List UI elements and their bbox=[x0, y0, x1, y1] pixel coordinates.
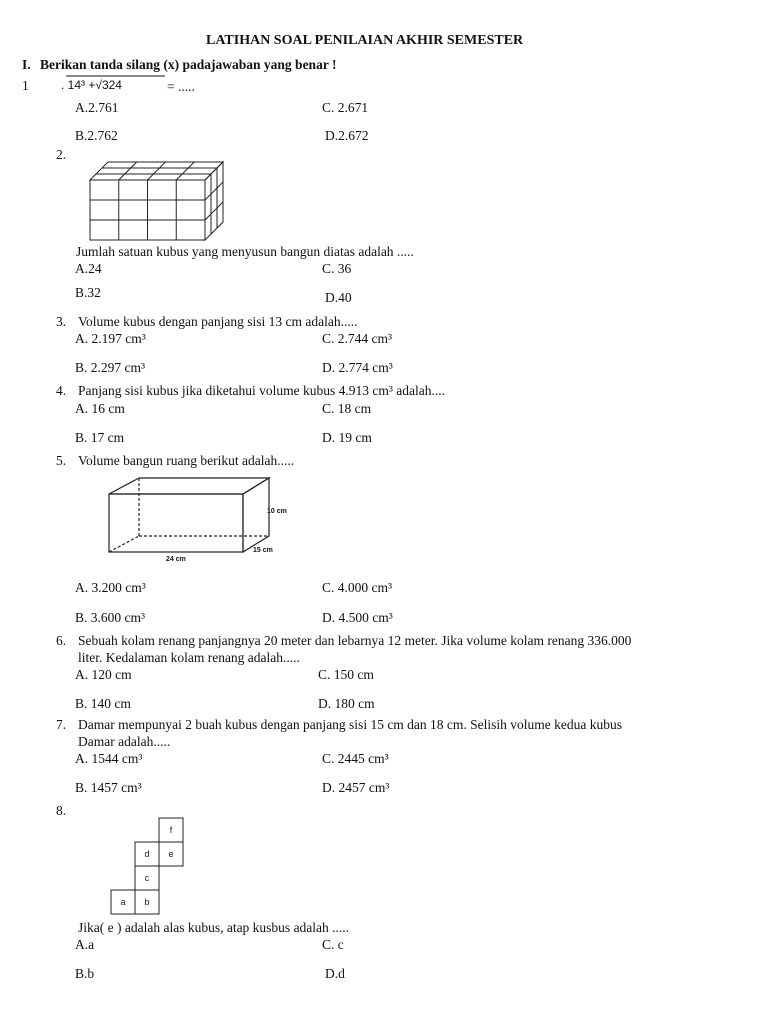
net-face-b: b bbox=[144, 897, 150, 907]
question-7-option-c: C. 2445 cm³ bbox=[322, 751, 389, 766]
question-4-text: Panjang sisi kubus jika diketahui volume kubus 4.913 cm³ adalah.... bbox=[78, 383, 445, 398]
question-5-number: 5. bbox=[56, 453, 67, 468]
question-6-number: 6. bbox=[56, 633, 67, 648]
question-8-cube-net bbox=[108, 816, 198, 916]
question-2-cube-figure bbox=[88, 160, 218, 250]
question-2-text: Jumlah satuan kubus yang menyusun bangun diatas adalah ..... bbox=[76, 244, 414, 259]
question-8-option-a: A.a bbox=[75, 937, 95, 952]
question-1-number: 1 bbox=[22, 78, 29, 93]
question-3-option-d: D. 2.774 cm³ bbox=[322, 360, 393, 375]
question-3-text: Volume kubus dengan panjang sisi 13 cm adalah..... bbox=[78, 314, 358, 329]
question-5-option-c: C. 4.000 cm³ bbox=[322, 580, 393, 595]
question-1-option-a: A.2.761 bbox=[75, 100, 119, 115]
net-face-d: d bbox=[144, 849, 150, 859]
question-1-prefix: . 14³ + bbox=[61, 78, 96, 92]
question-8-number: 8. bbox=[56, 803, 67, 818]
question-8-option-c: C. c bbox=[322, 937, 344, 952]
question-3-option-b: B. 2.297 cm³ bbox=[75, 360, 146, 375]
question-1-suffix: = ..... bbox=[167, 79, 195, 94]
net-face-c: c bbox=[144, 873, 150, 883]
question-5-length-label: 24 cm bbox=[166, 556, 186, 563]
question-7-number: 7. bbox=[56, 717, 67, 732]
net-face-f: f bbox=[169, 825, 173, 835]
question-6-option-d: D. 180 cm bbox=[318, 696, 375, 711]
question-5-option-b: B. 3.600 cm³ bbox=[75, 610, 146, 625]
question-4-number: 4. bbox=[56, 383, 67, 398]
question-3-number: 3. bbox=[56, 314, 67, 329]
question-2-option-d: D.40 bbox=[325, 290, 352, 305]
question-5-option-d: D. 4.500 cm³ bbox=[322, 610, 393, 625]
question-6-text-line1: Sebuah kolam renang panjangnya 20 meter dan lebarnya 12 meter. Jika volume kolam renang 336.000 bbox=[78, 633, 632, 648]
question-2-option-c: C. 36 bbox=[322, 261, 352, 276]
question-1-option-c: C. 2.671 bbox=[322, 100, 369, 115]
question-3-option-c: C. 2.744 cm³ bbox=[322, 331, 393, 346]
question-8-text: Jika( e ) adalah alas kubus, atap kusbus adalah ..... bbox=[78, 920, 350, 935]
net-face-a: a bbox=[120, 897, 126, 907]
net-face-e: e bbox=[168, 849, 174, 859]
question-7-option-b: B. 1457 cm³ bbox=[75, 780, 142, 795]
question-4-option-d: D. 19 cm bbox=[322, 430, 372, 445]
question-2-option-a: A.24 bbox=[75, 261, 102, 276]
question-6-option-b: B. 140 cm bbox=[75, 696, 131, 711]
question-5-depth-label: 15 cm bbox=[253, 547, 273, 554]
question-1-option-d: D.2.672 bbox=[325, 128, 369, 143]
question-7-text-line1: Damar mempunyai 2 buah kubus dengan panjang sisi 15 cm dan 18 cm. Selisih volume kedua kubus bbox=[78, 717, 623, 732]
question-2-option-b: B.32 bbox=[75, 285, 101, 300]
question-2-number: 2. bbox=[56, 147, 67, 162]
question-4-option-b: B. 17 cm bbox=[75, 430, 125, 445]
question-6-text-line2: liter. Kedalaman kolam renang adalah..... bbox=[78, 650, 300, 665]
question-1-root: √324 bbox=[95, 78, 122, 92]
section-number: I. bbox=[22, 57, 31, 72]
question-4-option-a: A. 16 cm bbox=[75, 401, 125, 416]
question-3-option-a: A. 2.197 cm³ bbox=[75, 331, 146, 346]
question-4-option-c: C. 18 cm bbox=[322, 401, 372, 416]
question-1-option-b: B.2.762 bbox=[75, 128, 118, 143]
question-5-option-a: A. 3.200 cm³ bbox=[75, 580, 146, 595]
page-title: LATIHAN SOAL PENILAIAN AKHIR SEMESTER bbox=[206, 33, 524, 48]
question-8-option-b: B.b bbox=[75, 966, 95, 981]
question-5-cuboid-figure bbox=[105, 472, 305, 572]
section-instruction: Berikan tanda silang (x) padajawaban yang benar ! bbox=[40, 57, 337, 72]
question-7-option-a: A. 1544 cm³ bbox=[75, 751, 143, 766]
question-6-option-c: C. 150 cm bbox=[318, 667, 374, 682]
question-6-option-a: A. 120 cm bbox=[75, 667, 132, 682]
question-5-text: Volume bangun ruang berikut adalah..... bbox=[78, 453, 295, 468]
question-5-height-label: 10 cm bbox=[267, 508, 287, 515]
question-7-option-d: D. 2457 cm³ bbox=[322, 780, 390, 795]
question-7-text-line2: Damar adalah..... bbox=[78, 734, 171, 749]
question-8-option-d: D.d bbox=[325, 966, 345, 981]
